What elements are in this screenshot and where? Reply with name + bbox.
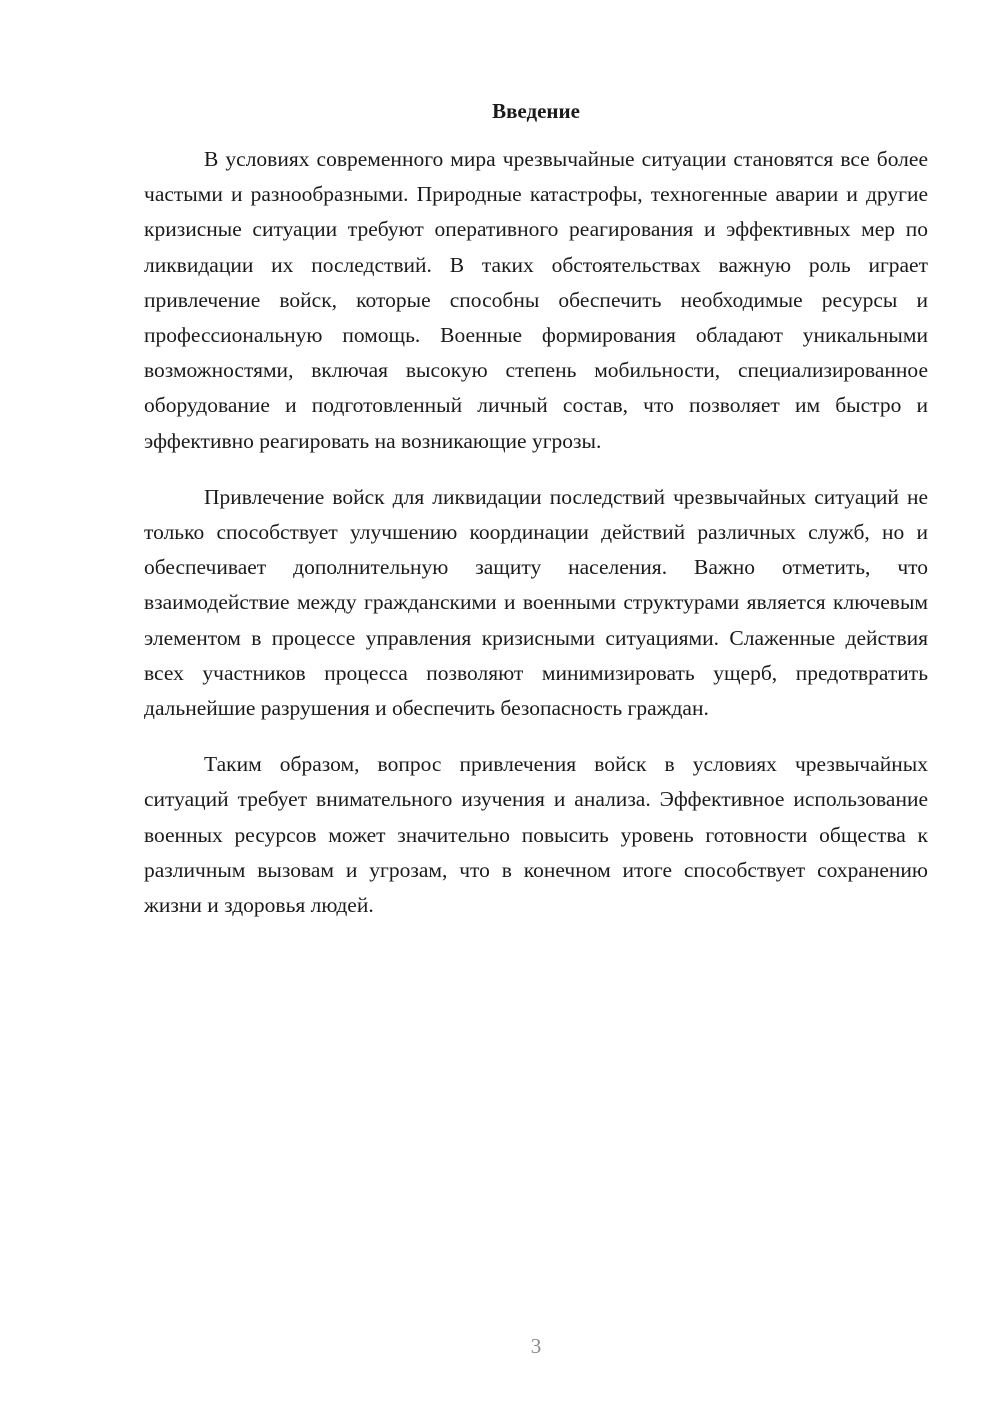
paragraph-2: Привлечение войск для ликвидации последствий чрезвычайных ситуаций не только способствует улучшению координации действий различных служб, но и обеспечивает дополнительную защиту населения. Важно отметить, что взаимодействие между гражданскими и военными структурами является ключевым элементом в процессе управления кризисными ситуациями. Слаженные действия всех участников процесса позволяют минимизировать ущерб, предотвратить дальнейшие разрушения и обеспечить безопасность граждан. [144, 484, 928, 721]
page-number: 3 [530, 1334, 542, 1358]
section-title: Введение [492, 99, 580, 123]
body-text [144, 142, 928, 923]
paragraph-1: В условиях современного мира чрезвычайные ситуации становятся все более частыми и разнообразными. Природные катастрофы, техногенные аварии и другие кризисные ситуации требуют оперативного реагирования и эффективных мер по ликвидации их последствий. В таких обстоятельствах важную роль играет привлечение войск, которые способны обеспечить необходимые ресурсы и профессиональную помощь. Военные формирования обладают уникальными возможностями, включая высокую степень мобильности, специализированное оборудование и подготовленный личный состав, что позволяет им быстро и эффективно реагировать на возникающие угрозы. [144, 147, 928, 453]
paragraph-3: Таким образом, вопрос привлечения войск в условиях чрезвычайных ситуаций требует внимательного изучения и анализа. Эффективное использование военных ресурсов может значительно повысить уровень готовности общества к различным вызовам и угрозам, что в конечном итоге способствует сохранению жизни и здоровья людей. [144, 752, 928, 918]
